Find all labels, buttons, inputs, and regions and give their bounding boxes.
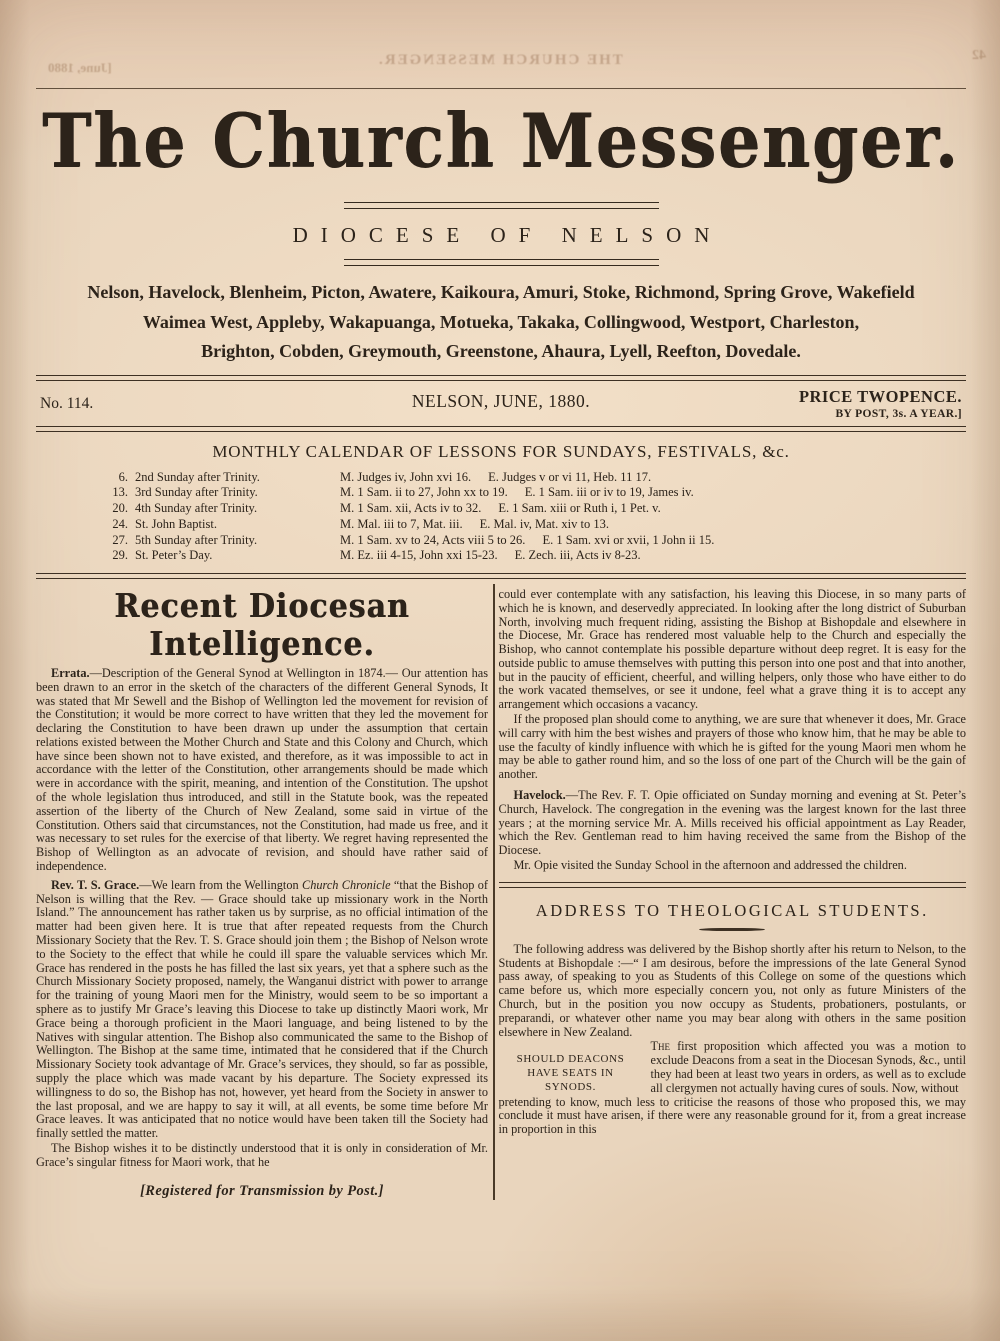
calendar-matins: M. Mal. iii to 7, Mat. iii. — [340, 516, 463, 531]
article-text: —The Rev. F. T. Opie officiated on Sunday morning and evening at St. Peter’s Church, Havelock. The congregation in the evening was the largest known for the last three years ; at the morning service Mr. A. Mills received his official appointment as Lay Reader, which the Rev. Gentleman read to him having received the same from the Bishop of the Diocese. — [498, 788, 966, 858]
deacons-sidenote-block — [499, 1040, 967, 1095]
calendar-title: MONTHLY CALENDAR OF LESSONS FOR SUNDAYS, FESTIVALS, &c. — [212, 441, 790, 461]
parish-list-line: Waimea West, Appleby, Wakapuanga, Motueka, Takaka, Collingwood, Westport, Charleston, — [142, 311, 860, 332]
diocese-line: DIOCESE OF NELSON — [292, 223, 723, 248]
calendar-day: 20. — [112, 501, 128, 516]
calendar-feast: 3rd Sunday after Trinity. — [135, 485, 258, 500]
article-errata — [36, 667, 488, 874]
right-column — [499, 582, 967, 1200]
article-text: “that the Bishop of Nelson is willing that the Rev. — Grace should take up missionary work in the North Island.” The announcement has rather taken us by surprise, as no official intimation of the matter had been given here. It is true that after repeated requests from the Church Missionary Society that the Rev. T. S. Grace should join them ; the Bishop of Nelson wrote to the Society to the effect that while he could ill spare the valuable services which Mr. Grace has rendered in the posts he has filled the last six years, yet that a sphere such as the Church Missionary Society proposed, namely, the Wanganui district with power to arrange for the training of young Maori men for the Ministry, would seem to be so important a sphere as to justify Mr Grace’s leaving this Diocese to take up distinctly Maori work, Mr Grace being a thorough proficient in the Maori language, and being listened to by the Natives with singular attention. The Bishop also communicated the same to the Bishop of Wellington. The Bishop at the same time, intimated that he considered that if the Church Missionary Society took advantage of Mr. Grace’s services, they should, so far as possible, supply the place which was made vacant by his departure. The Society expressed its willingness to do so, the Bishop has not, however, yet heard from the Society in answer to the last proposal, and we are happy to say it will, at all events, be some time before Mr Grace leaves. It was anticipated that no notice would have been taken till the Society had finally settled the matter. — [36, 877, 488, 1141]
publication-name: Church Chronicle — [302, 877, 391, 892]
parish-list-line: Nelson, Havelock, Blenheim, Picton, Awatere, Kaikoura, Amuri, Stoke, Richmond, Spring Grove, Wakefield — [87, 282, 915, 303]
calendar-evensong: E. Judges v or vi 11, Heb. 11 17. — [488, 469, 652, 484]
calendar-row — [36, 470, 966, 486]
showthrough-running-title: THE CHURCH MESSENGER. — [377, 52, 623, 68]
price: PRICE TWOPENCE. — [798, 386, 962, 406]
article-havelock — [499, 789, 967, 858]
article-text: first proposition which affected you was a motion to exclude Deacons from a seat in the Diocesan Synods, &c., until they had been at least two years in orders, as well as to exclude all clergymen not actually having cures of souls. Now, without — [650, 1039, 967, 1095]
calendar-evensong: E. 1 Sam. iii or iv to 19, James iv. — [524, 485, 694, 500]
calendar-matins: M. Ez. iii 4-15, John xxi 15-23. — [340, 548, 498, 563]
price-block — [590, 387, 962, 422]
calendar-row — [36, 517, 966, 533]
calendar-day: 6. — [118, 469, 128, 484]
issue-rule-bottom — [36, 426, 966, 432]
masthead-title: The Church Messenger. — [42, 97, 960, 185]
left-column — [36, 582, 488, 1200]
calendar-feast: 2nd Sunday after Trinity. — [135, 469, 260, 484]
calendar-evensong: E. 1 Sam. xvi or xvii, 1 John ii 15. — [542, 532, 715, 547]
article-text: —Description of the General Synod at Wellington in 1874.— Our attention has been drawn to an error in the sketch of the characters of the different General Synods, It was stated that Mr Sewell and the Bishop of Wellington led the movement for revision of the Constitution; it would be more correct to have written that they led the movement for declaring the Constitution to have been drawn up under the assumption that certain relations existed between the Mother Church and State and this Colony and Church, which have since been shown not to have existed, and therefore, as it was impossible to act in accordance with the letter of the Constitution, other arrangements should be made which were in accordance with the spirit, meaning, and intention of the Constitution. The upshot of the whole legislation thus introduced, and still in the Statute book, was the repeated assertion of the liberty of the Church of New Zealand, some said in virtue of the Constitution. Others said that circumstances, not the Constitution, had made us free, and it was necessary to set rules for the exercise of that liberty. We regret having represented the Bishop of Wellington as an advocate of revision, and should have rather said of independence. — [36, 665, 488, 874]
article-lead: Rev. T. S. Grace. — [51, 877, 140, 892]
calendar-row — [36, 548, 966, 564]
calendar-feast: St. John Baptist. — [135, 516, 217, 531]
address-body-beside — [651, 1040, 967, 1095]
calendar-matins: M. 1 Sam. ii to 27, John xx to 19. — [340, 485, 508, 500]
sidenote-should-deacons: SHOULD DEACONS HAVE SEATS IN SYNODS. — [516, 1053, 625, 1094]
column-divider-rule — [493, 584, 495, 1200]
calendar-day: 13. — [112, 485, 128, 500]
calendar-row — [36, 501, 966, 517]
calendar-row — [36, 533, 966, 549]
calendar-feast: St. Peter’s Day. — [135, 548, 213, 563]
parish-list — [36, 278, 966, 367]
grace-continuation-paragraph: could ever contemplate with any satisfaction, his leaving this Diocese, in so many parts of which he is known, and deservedly appreciated. In looking after the long district of Suburban North, involving much frequent riding, assisting the Bishop at Bishopdale and elsewhere in the Diocese, Mr. Grace has rendered most valuable help to the Church and especially the Bishop, who cannot contemplate his possible departure without deep regret. It is easy for the outside public to amuse themselves with putting this person into one post and that into another, but in the paucity of efficient, cheerful, and willing helpers, only those who have either to do the work vacated themselves, or see it undone, feel what a grave thing it is to accept any arrangement which occasions a vacancy. — [498, 586, 966, 712]
showthrough-page-number: 42 — [972, 48, 986, 63]
calendar-day: 29. — [112, 548, 128, 563]
calendar-evensong: E. 1 Sam. xiii or Ruth i, 1 Pet. v. — [498, 501, 661, 516]
address-intro-paragraph: The following address was delivered by the Bishop shortly after his return to Nelson, to the Students at Bishopdale :—“ I am desirous, before the impressions of the late General Synod pass away, of speaking to you as Students of this College on some of the questions which came before us, which more especially concern you, not only as future Ministers of the Church, but in the position you now occupy as Students, probationers, postulants, or preparandi, or whatever other name you may bear along with others in the same position elsewhere in New Zealand. — [498, 941, 966, 1039]
two-column-body — [36, 582, 966, 1200]
opie-sunday-school-paragraph: Mr. Opie visited the Sunday School in the afternoon and addressed the children. — [513, 858, 907, 873]
calendar-matins: M. 1 Sam. xii, Acts iv to 32. — [340, 501, 482, 516]
lead-word: The — [650, 1039, 671, 1054]
issue-info-row — [40, 387, 962, 422]
printed-area — [36, 0, 966, 1200]
registration-footer: [Registered for Transmission by Post.] — [140, 1182, 384, 1199]
showthrough-date: [June, 1880 — [48, 60, 112, 75]
dateline: NELSON, JUNE, 1880. — [411, 390, 591, 411]
article-lead: Havelock. — [513, 788, 566, 803]
calendar-matins: M. Judges iv, John xvi 16. — [340, 469, 472, 484]
issue-rule-top — [36, 375, 966, 381]
calendar-row — [36, 485, 966, 501]
calendar-day: 24. — [112, 516, 128, 531]
address-continuation-paragraph: pretending to know, much less to criticise the reasons of those who proposed this, we may conclude it must have arisen, if there were any reasonable ground for it, from a great increase in proportion in this — [498, 1094, 966, 1137]
calendar-table — [36, 470, 966, 564]
parish-list-line: Brighton, Cobden, Greymouth, Greenstone, Ahaura, Lyell, Reefton, Dovedale. — [201, 341, 801, 362]
calendar-matins: M. 1 Sam. xv to 24, Acts viii 5 to 26. — [340, 532, 526, 547]
calendar-rule-bottom — [36, 573, 966, 579]
calendar-day: 27. — [112, 532, 128, 547]
calendar-evensong: E. Zech. iii, Acts iv 8-23. — [514, 548, 641, 563]
article-grace — [36, 879, 488, 1141]
address-divider-bar — [699, 928, 765, 931]
article-bishop-note: The Bishop wishes it to be distinctly understood that it is only in consideration of Mr. Grace’s singular fitness for Maori work, that he — [36, 1141, 488, 1169]
issue-number: No. 114. — [40, 394, 94, 412]
address-heading: ADDRESS TO THEOLOGICAL STUDENTS. — [535, 900, 929, 920]
price-note: BY POST, 3s. A YEAR.] — [835, 408, 962, 421]
article-lead: Errata. — [51, 665, 90, 680]
masthead-double-rule-top — [344, 202, 659, 209]
calendar-evensong: E. Mal. iv, Mat. xiv to 13. — [479, 516, 609, 531]
masthead-double-rule-bottom — [344, 259, 659, 266]
calendar-feast: 5th Sunday after Trinity. — [135, 532, 258, 547]
calendar-feast: 4th Sunday after Trinity. — [135, 501, 258, 516]
top-rule — [36, 88, 966, 89]
section-heading-recent-diocesan-intelligence: Recent Diocesan Intelligence. — [114, 587, 410, 664]
article-text: —We learn from the Wellington — [139, 877, 302, 892]
address-section-rule — [499, 882, 967, 888]
proposed-plan-paragraph: If the proposed plan should come to anything, we are sure that whenever it does, Mr. Grace will carry with him the best wishes and prayers of those who know him, that he may be able to use the faculty of kindly influence with which he is gifted for the young Maori men whom he may be able to gather round him, and so the loss of one part of the Church will be the gain of another. — [498, 712, 966, 782]
